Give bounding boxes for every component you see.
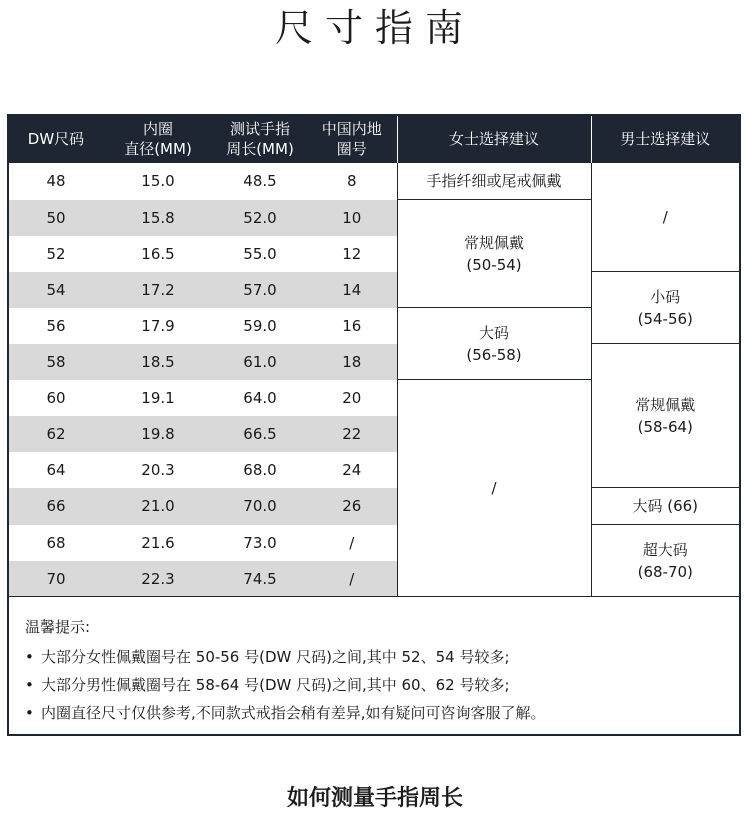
inner-diameter-cell: 17.2: [103, 272, 213, 308]
table-row: [9, 272, 739, 308]
tip-item: [25, 643, 739, 671]
cn-size-cell: 22: [307, 416, 397, 452]
inner-diameter-cell: 21.0: [103, 488, 213, 525]
cn-size-cell: /: [307, 561, 397, 597]
men-rec-extra-large: 超大码 (68-70): [591, 525, 739, 597]
dw-size-cell: 60: [46, 388, 66, 407]
dw-size-cell: 48: [46, 172, 66, 190]
women-rec-large: 大码 (56-58): [397, 308, 591, 380]
circumference-cell: 70.0: [213, 488, 307, 525]
header-women-recommendation: 女士选择建议: [397, 116, 591, 163]
cn-size-cell: 18: [307, 344, 397, 380]
section-subtitle: 如何测量手指周长: [286, 786, 463, 811]
inner-diameter-cell: 15.0: [141, 172, 175, 190]
cn-size-cell: 24: [342, 460, 362, 479]
cn-size-cell: 8: [346, 172, 357, 190]
circumference-cell: 64.0: [243, 388, 277, 407]
table-header-row: [9, 116, 739, 163]
women-rec-slim: 手指纤细或尾戒佩戴: [397, 163, 591, 200]
cn-size-cell: 10: [307, 200, 397, 236]
header-inner-diameter: 内圈 直径(MM): [103, 116, 213, 163]
dw-size-cell: 50: [9, 200, 103, 236]
table-row: [9, 488, 739, 525]
bullet-icon: •: [25, 704, 34, 722]
tip-item: [25, 699, 739, 727]
women-rec-regular: 常规佩戴 (50-54): [397, 200, 591, 308]
inner-diameter-cell: 20.3: [141, 460, 175, 479]
dw-size-cell: 68: [46, 533, 66, 552]
cn-size-cell: 20: [342, 388, 362, 407]
bullet-icon: •: [25, 676, 34, 694]
cn-size-cell: /: [349, 533, 355, 552]
circumference-cell: 59.0: [243, 316, 277, 335]
inner-diameter-cell: 18.5: [103, 344, 213, 380]
page-title: 尺寸指南: [274, 6, 475, 50]
men-rec-none: /: [591, 163, 739, 272]
tip-text: 大部分女性佩戴圈号在 50-56 号(DW 尺码)之间,其中 52、54 号较多;: [41, 648, 510, 666]
circumference-cell: 52.0: [213, 200, 307, 236]
header-dw-size: DW尺码: [9, 116, 103, 163]
inner-diameter-cell: 19.8: [103, 416, 213, 452]
circumference-cell: 66.5: [213, 416, 307, 452]
tip-text: 大部分男性佩戴圈号在 58-64 号(DW 尺码)之间,其中 60、62 号较多;: [41, 676, 510, 694]
inner-diameter-cell: 21.6: [141, 533, 175, 552]
tips-section: [9, 596, 739, 734]
dw-size-cell: 64: [46, 460, 66, 479]
header-finger-circumference: 测试手指 周长(MM): [213, 116, 307, 163]
men-rec-regular: 常规佩戴 (58-64): [591, 344, 739, 488]
dw-size-cell: 62: [9, 416, 103, 452]
circumference-cell: 74.5: [213, 561, 307, 597]
cn-size-cell: 26: [307, 488, 397, 525]
size-guide-table: [9, 116, 739, 597]
dw-size-cell: 56: [46, 316, 66, 335]
inner-diameter-cell: 17.9: [141, 316, 175, 335]
circumference-cell: 57.0: [213, 272, 307, 308]
circumference-cell: 48.5: [243, 172, 277, 190]
cn-size-cell: 12: [342, 244, 362, 263]
inner-diameter-cell: 15.8: [103, 200, 213, 236]
circumference-cell: 73.0: [243, 533, 277, 552]
cn-size-cell: 16: [342, 316, 362, 335]
dw-size-cell: 58: [9, 344, 103, 380]
tips-heading: 温馨提示:: [25, 618, 91, 636]
dw-size-cell: 70: [9, 561, 103, 597]
inner-diameter-cell: 16.5: [141, 244, 175, 263]
table-row: [9, 344, 739, 380]
inner-diameter-cell: 22.3: [103, 561, 213, 597]
men-rec-small: 小码 (54-56): [591, 272, 739, 344]
circumference-cell: 68.0: [243, 460, 277, 479]
men-rec-large: 大码 (66): [591, 488, 739, 525]
dw-size-cell: 52: [46, 244, 66, 263]
women-rec-none: /: [397, 380, 591, 597]
table-row: [9, 525, 739, 561]
inner-diameter-cell: 19.1: [141, 388, 175, 407]
circumference-cell: 61.0: [213, 344, 307, 380]
circumference-cell: 55.0: [243, 244, 277, 263]
tip-text: 内圈直径尺寸仅供参考,不同款式戒指会稍有差异,如有疑问可咨询客服了解。: [41, 704, 546, 722]
header-men-recommendation: 男士选择建议: [591, 116, 739, 163]
tip-item: [25, 671, 739, 699]
dw-size-cell: 54: [9, 272, 103, 308]
dw-size-cell: 66: [9, 488, 103, 525]
table-row: [9, 163, 739, 200]
bullet-icon: •: [25, 648, 34, 666]
header-cn-size: 中国内地 圈号: [307, 116, 397, 163]
cn-size-cell: 14: [307, 272, 397, 308]
